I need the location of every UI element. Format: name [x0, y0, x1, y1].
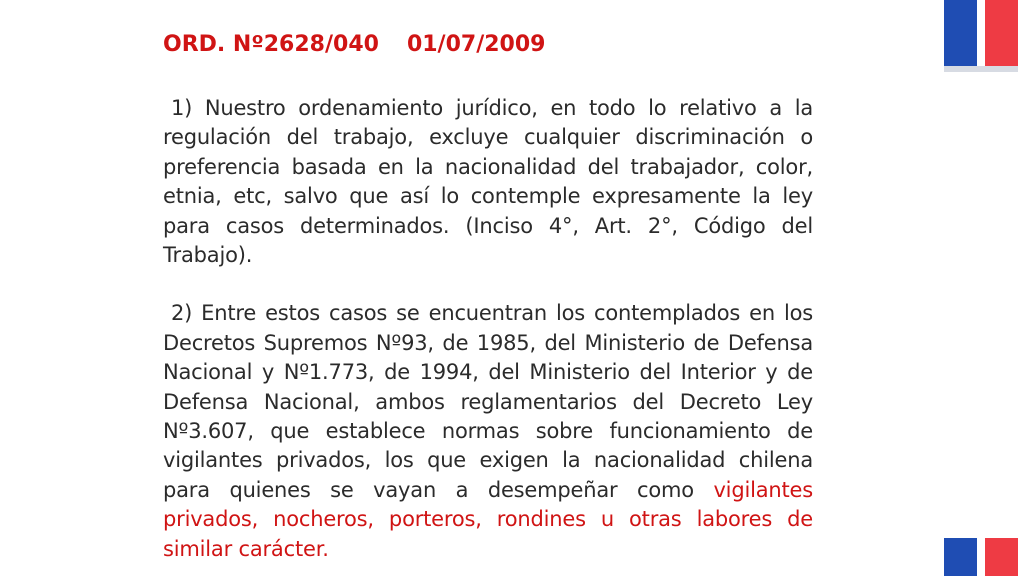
ord-number: ORD. Nº2628/040 [163, 32, 379, 57]
chile-flag-decoration-bottom [944, 538, 1018, 576]
ord-date: 01/07/2009 [406, 32, 546, 57]
paragraph-2-highlight: vigilantes privados, nocheros, porteros, rondines u otras labores de similar carácter. [163, 477, 813, 561]
paragraph-2-text: 2) Entre estos casos se encuentran los contemplados en los Decretos Supremos Nº93, de 1985, del Ministerio de Defensa Nacional y Nº1.773, de 1994, del Ministerio del Interior y de Defensa Nacional, ambos reglamentarios del Decreto Ley Nº3.607, que establece normas sobre funcionamiento de vigilantes privados, los que exigen la nacionalidad chilena para quienes se vayan a desempeñar como [163, 301, 813, 502]
paragraph-2 [163, 299, 813, 564]
slide-content [163, 30, 813, 564]
slide-heading [163, 30, 813, 60]
chile-flag-decoration-top [944, 0, 1018, 72]
paragraph-1: 1) Nuestro ordenamiento jurídico, en todo lo relativo a la regulación del trabajo, excluye cualquier discriminación o preferencia basada en la nacionalidad del trabajador, color, etnia, etc, salvo que así lo contemple expresamente la ley para casos determinados. (Inciso 4°, Art. 2°, Código del Trabajo). [163, 96, 813, 268]
